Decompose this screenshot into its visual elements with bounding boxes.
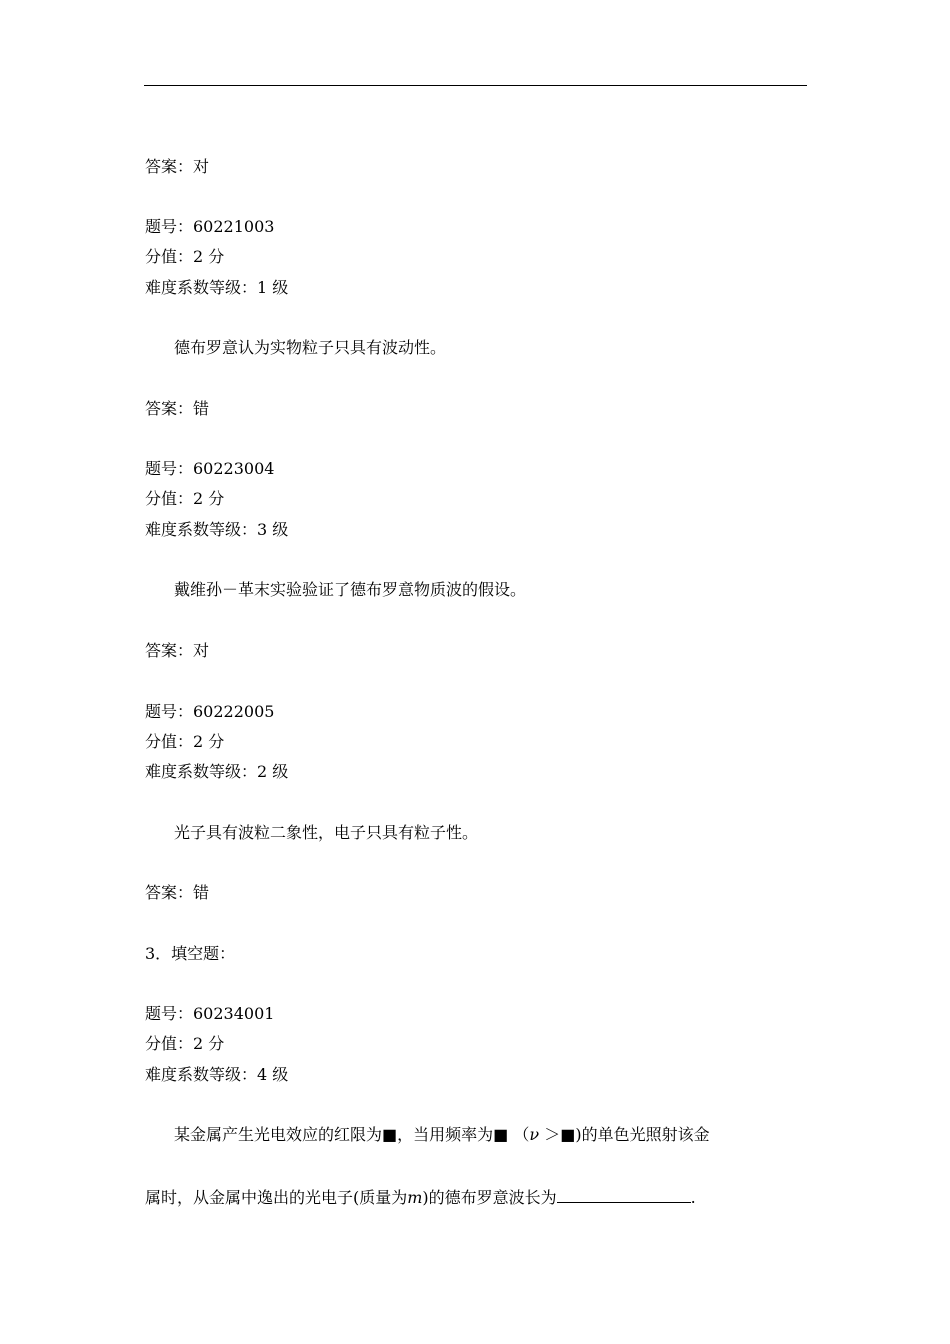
question-text: 德布罗意认为实物粒子只具有波动性。 (174, 338, 447, 357)
formula-placeholder-icon: ■ (493, 1125, 509, 1144)
question-text-segment: . (690, 1188, 696, 1207)
nu-symbol: ν (529, 1125, 540, 1144)
question-text-segment: 属时，从金属中逸出的光电子(质量为 (145, 1188, 408, 1207)
question-text: 光子具有波粒二象性，电子只具有粒子性。 (174, 823, 479, 842)
question-difficulty: 难度系数等级：3 级 (145, 520, 289, 539)
fill-question-line-2 (145, 1187, 696, 1208)
question-text-segment: 某金属产生光电效应的红限为 (174, 1125, 383, 1144)
question-difficulty: 难度系数等级：1 级 (145, 278, 289, 297)
question-text: 戴维孙－革末实验验证了德布罗意物质波的假设。 (174, 580, 527, 599)
question-number: 题号：60223004 (145, 459, 275, 478)
question-difficulty: 难度系数等级：2 级 (145, 762, 289, 781)
question-text-segment: )的德布罗意波长为 (422, 1188, 557, 1207)
question-score: 分值：2 分 (145, 1034, 225, 1053)
question-text-segment: )的单色光照射该金 (575, 1125, 710, 1144)
answer-line: 答案：对 (145, 157, 210, 176)
question-number: 题号：60234001 (145, 1004, 275, 1023)
fill-question-line-1 (174, 1125, 710, 1145)
greater-than-symbol: ＞ (544, 1125, 561, 1144)
answer-line: 答案：对 (145, 641, 210, 660)
formula-placeholder-icon: ■ (560, 1125, 576, 1144)
mass-symbol: m (407, 1188, 423, 1207)
question-score: 分值：2 分 (145, 247, 225, 266)
header-rule (144, 85, 807, 86)
question-score: 分值：2 分 (145, 489, 225, 508)
formula-placeholder-icon: ■ (382, 1125, 398, 1144)
section-heading: 3．填空题： (145, 944, 236, 963)
answer-line: 答案：错 (145, 399, 210, 418)
answer-blank[interactable] (557, 1187, 691, 1203)
question-number: 题号：60222005 (145, 702, 275, 721)
question-text-segment: ，当用频率为 (397, 1125, 494, 1144)
question-text-segment: （ (513, 1125, 530, 1144)
question-difficulty: 难度系数等级：4 级 (145, 1065, 289, 1084)
answer-line: 答案：错 (145, 883, 210, 902)
question-number: 题号：60221003 (145, 217, 275, 236)
question-score: 分值：2 分 (145, 732, 225, 751)
